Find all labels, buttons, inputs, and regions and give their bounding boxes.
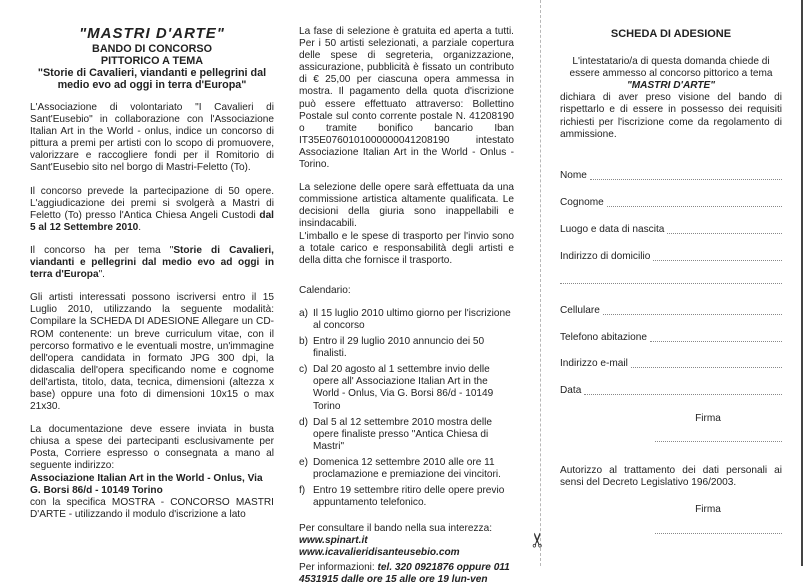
panel-scheda	[560, 0, 782, 515]
para-shipping: L'imballo e le spese di trasporto per l'invio sono a totale carico e responsabilità degli artisti e della ditta che fornisce il trasporto.	[299, 230, 514, 266]
page-edge	[801, 0, 803, 566]
para-specifica: con la specifica MOSTRA - CONCORSO MASTRI D'ARTE - utilizzando il modulo d'iscrizione a lato	[30, 496, 274, 520]
calendar-list	[299, 308, 514, 509]
para-intro: L'Associazione di volontariato "I Cavalieri di Sant'Eusebio" in collaborazione con l'Associazione Italian Art in the World - onlus, indice un concorso di pittura a premi per artisti con lo scopo di promuovere, valorizzare e raccogliere fondi per il Romitorio di Sant'Eusebio sito nel borgo di Mastri-Feletto (To).	[30, 102, 274, 174]
panel-bando	[30, 0, 274, 521]
firma-line-2[interactable]	[655, 533, 782, 534]
calendar-item: d) Dal 5 al 12 settembre 2010 mostra delle opere finaliste presso "Antica Chiesa di Mastri"	[299, 416, 492, 452]
cognome-field[interactable]: Cognome	[560, 197, 782, 209]
para-fee: La fase di selezione è gratuita ed aperta a tutti. Per i 50 artisti selezionati, a parziale copertura delle spese di segreteria, organizzazione, assicurazione, pubblicità è fissato un contributo di € 25,00 per ciascuna opera ammessa in mostra. Il pagamento della quota d'iscrizione può essere effettuato attraverso: Bollettino Postale sul conto corrente postale N. 41208190 o tramite bonifico bancario Iban IT35E0760101000000041208190 intestato Associazione Italian Art in the World - Onlus - Torino.	[299, 26, 514, 171]
calendar-title: Calendario:	[299, 284, 351, 296]
calendar-item: a) Il 15 luglio 2010 ultimo giorno per l'iscrizione al concorso	[299, 307, 511, 331]
calendar-item: c) Dal 20 agosto al 1 settembre invio delle opere all' Associazione Italian Art in the World - Onlus, Via G. Borsi 86/d - 10149 Torino	[299, 364, 494, 412]
para-documentation: La documentazione deve essere inviata in busta chiusa a spese dei partecipanti esclusivamente per Posta, Corriere espresso o consegnata a mano al seguente indirizzo:	[30, 424, 274, 472]
email-field[interactable]: Indirizzo e-mail	[560, 358, 782, 370]
address-field[interactable]: Indirizzo di domicilio	[560, 251, 782, 263]
para-participation: Il concorso prevede la partecipazione di 50 opere. L'aggiudicazione dei premi si svolgerà a Mastri di Feletto (To) presso l'Antica Chiesa Angeli Custodi dal 5 al 12 Settembre 2010.	[30, 185, 274, 233]
form-title: SCHEDA DI ADESIONE	[610, 28, 732, 40]
telefono-field[interactable]: Telefono abitazione	[560, 332, 782, 344]
para-theme: Il concorso ha per tema "Storie di Cavalieri, viandanti e pellegrini dal medio evo ad oggi in terra d'Europa".	[30, 244, 274, 281]
calendar-item: f) Entro 19 settembre ritiro delle opere previo appuntamento telefonico.	[299, 485, 505, 509]
panel-info	[299, 0, 514, 586]
form-intro: L'intestatario/a di questa domanda chiede di essere ammesso al concorso pittorico a tema	[569, 56, 773, 80]
cut-line	[540, 0, 541, 566]
theme: "Storie di Cavalieri, viandanti e pellegrini dal medio evo ad oggi in terra d'Europa"	[37, 67, 267, 91]
firma-label-2: Firma	[695, 504, 721, 515]
form-declaration: dichiara di aver preso visione del bando di rispettarlo e di essere in possesso dei requisiti richiesti per l'iscrizione come da regolamento di ammissione.	[560, 92, 782, 140]
para-selection: La selezione delle opere sarà effettuata da una commissione artistica altamente qualificata. Le decisioni della giuria sono inappellabili e insindacabili.	[299, 182, 514, 230]
birth-field[interactable]: Luogo e data di nascita	[560, 224, 782, 236]
address: Associazione Italian Art in the World - Onlus, Via G. Borsi 86/d - 10149 Torino	[30, 472, 263, 496]
link-icavalieri[interactable]: www.icavalieridisanteusebio.com	[299, 547, 460, 559]
calendar-item: e) Domenica 12 settembre 2010 alle ore 11 proclamazione e premiazione dei vincitori.	[299, 456, 501, 480]
nome-field[interactable]: Nome	[560, 170, 782, 182]
title: "MASTRI D'ARTE"	[79, 25, 225, 42]
info-text: Per informazioni: tel. 320 0921876 oppure 011 4531915 dalle ore 15 alle ore 19 lun-ven	[299, 561, 510, 585]
calendar-item: b) Entro il 29 luglio 2010 annuncio dei 50 finalisti.	[299, 336, 485, 360]
address-field-line[interactable]	[560, 283, 782, 284]
firma-label: Firma	[695, 413, 721, 424]
para-registration: Gli artisti interessati possono iscriversi entro il 15 Luglio 2010, utilizzando la seguente modalità: Compilare la SCHEDA DI ADESIONE Allegare un CD-ROM contenente: un breve curriculum vitae, con il percorso formativo e le eventuali mostre, un'immagine dell'opera candidata in formato JPG 300 dpi, la didascalia dell'opera specificando nome e cognome dell'artista, titolo, data, tecnica, dimensioni (altezza x base) oppure una foto di dimensioni 10x15 o max 21x30.	[30, 292, 274, 413]
subtitle-1: BANDO DI CONCORSO	[92, 43, 212, 55]
privacy-consent: Autorizzo al trattamento dei dati personali ai sensi del Decreto Legislativo 196/2003.	[560, 465, 782, 489]
cellulare-field[interactable]: Cellulare	[560, 305, 782, 317]
link-spinart[interactable]: www.spinart.it	[299, 535, 368, 547]
firma-line[interactable]	[655, 441, 782, 442]
data-field[interactable]: Data	[560, 385, 782, 397]
subtitle-2: PITTORICO A TEMA	[100, 55, 204, 67]
scissors-icon: ✂	[525, 531, 550, 549]
form-intro-theme: "MASTRI D'ARTE"	[626, 80, 716, 92]
consult-text: Per consultare il bando nella sua interezza:	[299, 523, 493, 535]
